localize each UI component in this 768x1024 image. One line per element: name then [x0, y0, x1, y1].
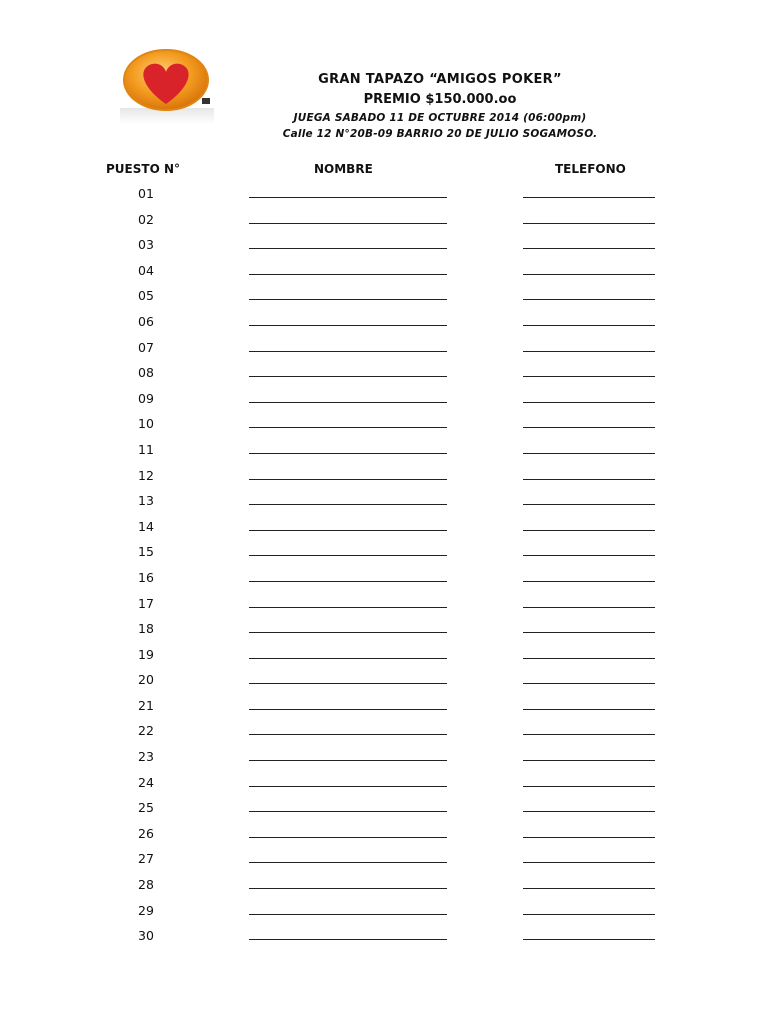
table-row [0, 798, 768, 824]
nombre-blank-line[interactable] [249, 504, 447, 505]
table-row [0, 875, 768, 901]
puesto-number: 27 [138, 851, 154, 867]
table-row [0, 414, 768, 440]
nombre-blank-line[interactable] [249, 914, 447, 915]
table-row [0, 926, 768, 952]
nombre-blank-line[interactable] [249, 760, 447, 761]
nombre-blank-line[interactable] [249, 786, 447, 787]
prize-text: PREMIO $150.000.oo [363, 92, 517, 107]
telefono-blank-line[interactable] [523, 607, 655, 608]
puesto-number: 13 [138, 493, 154, 509]
puesto-number: 26 [138, 825, 154, 841]
puesto-number: 30 [138, 928, 154, 944]
nombre-blank-line[interactable] [249, 530, 447, 531]
telefono-blank-line[interactable] [523, 376, 655, 377]
table-row [0, 824, 768, 850]
table-row [0, 542, 768, 568]
nombre-blank-line[interactable] [249, 811, 447, 812]
nombre-blank-line[interactable] [249, 402, 447, 403]
puesto-number: 19 [138, 646, 154, 662]
nombre-blank-line[interactable] [249, 248, 447, 249]
puesto-number: 24 [138, 774, 154, 790]
nombre-blank-line[interactable] [249, 299, 447, 300]
table-row [0, 747, 768, 773]
table-row [0, 568, 768, 594]
puesto-number: 16 [138, 569, 154, 585]
event-date: JUEGA SABADO 11 DE OCTUBRE 2014 (06:00pm) [293, 112, 587, 124]
nombre-blank-line[interactable] [249, 453, 447, 454]
nombre-blank-line[interactable] [249, 555, 447, 556]
puesto-number: 12 [138, 467, 154, 483]
table-row [0, 184, 768, 210]
telefono-blank-line[interactable] [523, 530, 655, 531]
telefono-blank-line[interactable] [523, 453, 655, 454]
telefono-blank-line[interactable] [523, 351, 655, 352]
telefono-blank-line[interactable] [523, 709, 655, 710]
telefono-blank-line[interactable] [523, 811, 655, 812]
puesto-number: 11 [138, 441, 154, 457]
puesto-number: 14 [138, 518, 154, 534]
nombre-blank-line[interactable] [249, 939, 447, 940]
table-row [0, 491, 768, 517]
telefono-blank-line[interactable] [523, 862, 655, 863]
telefono-blank-line[interactable] [523, 632, 655, 633]
telefono-blank-line[interactable] [523, 427, 655, 428]
telefono-blank-line[interactable] [523, 274, 655, 275]
puesto-number: 10 [138, 416, 154, 432]
table-row [0, 440, 768, 466]
table-row [0, 517, 768, 543]
puesto-number: 29 [138, 902, 154, 918]
table-row [0, 696, 768, 722]
table-row [0, 210, 768, 236]
table-row [0, 312, 768, 338]
telefono-blank-line[interactable] [523, 325, 655, 326]
nombre-blank-line[interactable] [249, 581, 447, 582]
telefono-blank-line[interactable] [523, 197, 655, 198]
puesto-number: 20 [138, 672, 154, 688]
puesto-number: 01 [138, 186, 154, 201]
nombre-blank-line[interactable] [249, 709, 447, 710]
nombre-blank-line[interactable] [249, 479, 447, 480]
telefono-blank-line[interactable] [523, 914, 655, 915]
telefono-blank-line[interactable] [523, 504, 655, 505]
table-row [0, 235, 768, 261]
event-title: GRAN TAPAZO “AMIGOS POKER” [318, 72, 562, 87]
table-row [0, 849, 768, 875]
puesto-number: 02 [138, 211, 154, 227]
column-header-puesto: PUESTO N° [106, 162, 180, 176]
table-row [0, 363, 768, 389]
puesto-number: 09 [138, 390, 154, 406]
telefono-blank-line[interactable] [523, 786, 655, 787]
nombre-blank-line[interactable] [249, 658, 447, 659]
nombre-blank-line[interactable] [249, 862, 447, 863]
table-row [0, 773, 768, 799]
puesto-number: 18 [138, 621, 154, 637]
puesto-number: 08 [138, 365, 154, 381]
puesto-number: 07 [138, 339, 154, 355]
nombre-blank-line[interactable] [249, 427, 447, 428]
telefono-blank-line[interactable] [523, 837, 655, 838]
table-row [0, 901, 768, 927]
nombre-blank-line[interactable] [249, 683, 447, 684]
telefono-blank-line[interactable] [523, 223, 655, 224]
nombre-blank-line[interactable] [249, 376, 447, 377]
nombre-blank-line[interactable] [249, 223, 447, 224]
table-row [0, 286, 768, 312]
telefono-blank-line[interactable] [523, 683, 655, 684]
registration-list [0, 184, 768, 952]
telefono-blank-line[interactable] [523, 299, 655, 300]
puesto-number: 25 [138, 800, 154, 816]
puesto-number: 28 [138, 877, 154, 893]
telefono-blank-line[interactable] [523, 479, 655, 480]
table-row [0, 721, 768, 747]
nombre-blank-line[interactable] [249, 607, 447, 608]
column-header-telefono: TELEFONO [555, 162, 626, 176]
telefono-blank-line[interactable] [523, 760, 655, 761]
nombre-blank-line[interactable] [249, 632, 447, 633]
table-row [0, 261, 768, 287]
telefono-blank-line[interactable] [523, 402, 655, 403]
table-row [0, 670, 768, 696]
telefono-blank-line[interactable] [523, 581, 655, 582]
telefono-blank-line[interactable] [523, 888, 655, 889]
table-row [0, 645, 768, 671]
puesto-number: 03 [138, 237, 154, 253]
nombre-blank-line[interactable] [249, 197, 447, 198]
nombre-blank-line[interactable] [249, 734, 447, 735]
puesto-number: 06 [138, 313, 154, 329]
nombre-blank-line[interactable] [249, 351, 447, 352]
telefono-blank-line[interactable] [523, 658, 655, 659]
telefono-blank-line[interactable] [523, 555, 655, 556]
puesto-number: 04 [138, 262, 154, 278]
nombre-blank-line[interactable] [249, 888, 447, 889]
table-row [0, 338, 768, 364]
puesto-number: 15 [138, 544, 154, 560]
nombre-blank-line[interactable] [249, 837, 447, 838]
telefono-blank-line[interactable] [523, 734, 655, 735]
telefono-blank-line[interactable] [523, 939, 655, 940]
puesto-number: 22 [138, 723, 154, 739]
puesto-number: 05 [138, 288, 154, 304]
event-address: Calle 12 N°20B-09 BARRIO 20 DE JULIO SOGAMOSO. [282, 128, 598, 140]
heart-logo-icon [120, 46, 214, 124]
table-row [0, 466, 768, 492]
table-row [0, 389, 768, 415]
puesto-number: 21 [138, 697, 154, 713]
telefono-blank-line[interactable] [523, 248, 655, 249]
column-header-nombre: NOMBRE [314, 162, 373, 176]
table-row [0, 619, 768, 645]
puesto-number: 17 [138, 595, 154, 611]
nombre-blank-line[interactable] [249, 325, 447, 326]
table-row [0, 594, 768, 620]
nombre-blank-line[interactable] [249, 274, 447, 275]
puesto-number: 23 [138, 749, 154, 765]
